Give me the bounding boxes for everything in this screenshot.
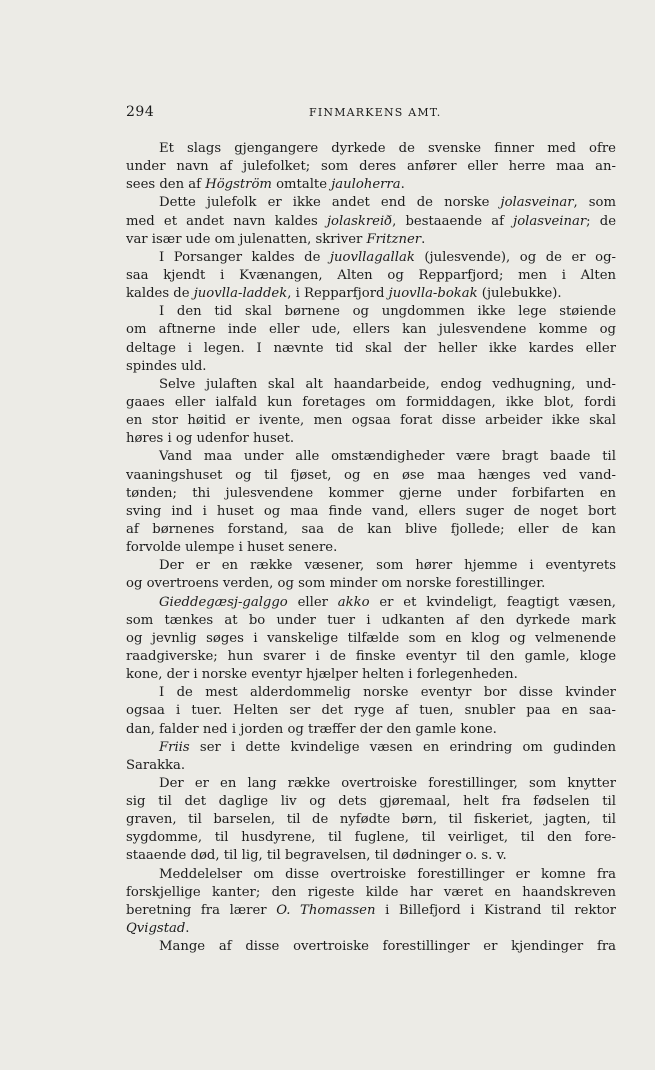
text-line: staaende død, til lig, til begravelsen, til dødninger o. s. v. (126, 848, 507, 864)
text-line: I den tid skal børnene og ungdommen ikke lege støiende (159, 304, 616, 320)
paragraph (126, 739, 616, 775)
text-line: Et slags gjengangere dyrkede de svenske finner med ofre (159, 141, 616, 156)
text-line: Gieddegæsj-galggo eller akko er et kvindeligt, feagtigt væsen, (159, 594, 616, 610)
paragraph (126, 557, 616, 593)
text-line: Meddelelser om disse overtroiske forestillinger er komne fra (159, 866, 616, 882)
text-line: I de mest alderdommelig norske eventyr bor disse kvinder (159, 685, 616, 701)
text-line: Friis ser i dette kvindelige væsen en erindring om gudinden (159, 739, 616, 755)
text-line: sving ind i huset og maa finde vand, ellers suger de noget bort (126, 503, 616, 519)
text-line: med et andet navn kaldes jolaskreið, bestaaende af jolasveinar; de (126, 213, 616, 229)
text-line: sygdomme, til husdyrene, til fuglene, til veirliget, til den fore- (126, 830, 616, 846)
text-line: Mange af disse overtroiske forestillinger er kjendinger fra (159, 939, 616, 955)
text-line: spindes uld. (126, 358, 207, 374)
text-line: I Porsanger kaldes de juovllagallak (julesvende), og de er og- (159, 249, 616, 265)
text-line: forskjellige kanter; den rigeste kilde har været en haandskreven (126, 884, 616, 900)
text-line: var især ude om julenatten, skriver Fritzner. (126, 231, 426, 247)
text-line: gaaes eller ialfald kun foretages om formiddagen, ikke blot, fordi (126, 394, 616, 410)
text-line: Selve julaften skal alt haandarbeide, endog vedhugning, und- (159, 376, 616, 392)
text-line: Der er en lang række overtroiske forestillinger, som knytter (159, 775, 616, 791)
text-line: vaaningshuset og til fjøset, og en øse maa hænges ved vand- (126, 467, 616, 483)
page-number: 294 (126, 104, 155, 120)
paragraph (126, 448, 616, 557)
paragraph (126, 249, 616, 303)
paragraph (126, 938, 616, 956)
paragraph (126, 594, 616, 685)
text-line: beretning fra lærer O. Thomassen i Billefjord i Kistrand til rektor (126, 902, 616, 918)
text-line: høres i og udenfor huset. (126, 431, 295, 447)
paragraph (126, 775, 616, 866)
paragraph (126, 866, 616, 939)
text-line: saa kjendt i Kvænangen, Alten og Repparfjord; men i Alten (126, 267, 616, 283)
paragraph (126, 194, 616, 248)
text-line: og jevnlig søges i vanskelige tilfælde som en klog og velmenende (126, 630, 616, 646)
paragraph (126, 140, 616, 194)
text-line: dan, falder ned i jorden og træffer der den gamle kone. (126, 721, 497, 737)
text-line: ogsaa i tuer. Helten ser det ryge af tuen, snubler paa en saa- (126, 703, 616, 719)
paragraph (126, 684, 616, 738)
text-line: deltage i legen. I nævnte tid skal der heller ikke kardes eller (126, 340, 616, 356)
paragraph (126, 376, 616, 449)
text-line: kaldes de juovlla-laddek, i Repparfjord juovlla-bokak (julebukke). (126, 286, 562, 302)
text-line: graven, til barselen, til de nyfødte børn, til fiskeriet, jagten, til (126, 812, 616, 828)
text-line: Sarakka. (126, 757, 186, 773)
text-line: om aftnerne inde eller ude, ellers kan julesvendene komme og (126, 322, 616, 338)
paragraph (126, 303, 616, 376)
text-line: forvolde ulempe i huset senere. (126, 540, 338, 556)
running-title: FINMARKENS AMT. (309, 106, 442, 119)
text-line: sees den af Högström omtalte jauloherra. (126, 177, 405, 193)
text-line: Qvigstad. (126, 921, 190, 937)
text-line: Vand maa under alle omstændigheder være bragt baade til (159, 449, 616, 465)
text-line: tønden; thi julesvendene kommer gjerne under forbifarten en (126, 485, 616, 501)
text-line: under navn af julefolket; som deres anfører eller herre maa an- (126, 159, 616, 175)
body-text (126, 140, 616, 956)
page-header (126, 104, 616, 124)
text-line: kone, der i norske eventyr hjælper helten i forlegenheden. (126, 667, 518, 683)
text-line: Dette julefolk er ikke andet end de norske jolasveinar, som (159, 195, 616, 211)
text-line: som tænkes at bo under tuer i udkanten af den dyrkede mark (126, 612, 616, 628)
text-line: og overtroens verden, og som minder om norske forestillinger. (126, 576, 546, 592)
text-line: en stor høitid er ivente, men ogsaa forat disse arbeider ikke skal (126, 413, 616, 429)
text-line: raadgiverske; hun svarer i de finske eventyr til den gamle, kloge (126, 648, 616, 664)
text-line: Der er en række væsener, som hører hjemme i eventyrets (159, 558, 616, 574)
text-line: af børnenes forstand, saa de kan blive fjollede; eller de kan (126, 521, 616, 537)
text-line: sig til det daglige liv og dets gjøremaal, helt fra fødselen til (126, 794, 616, 810)
